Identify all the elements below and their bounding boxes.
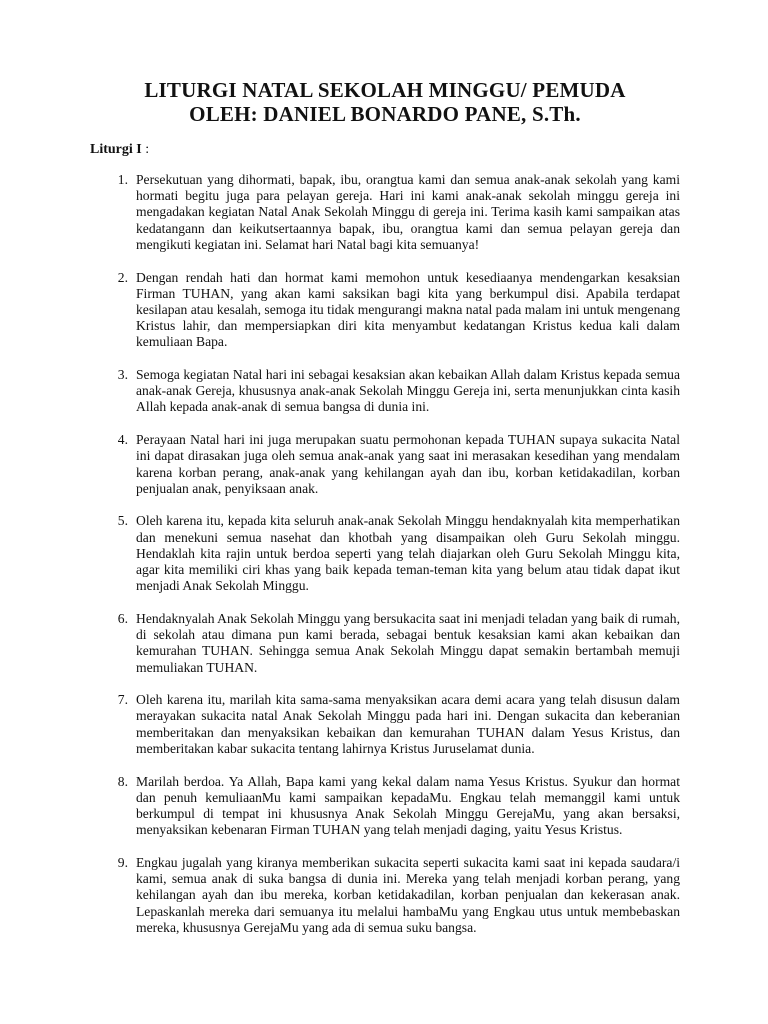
list-item xyxy=(90,692,680,757)
list-item xyxy=(90,367,680,416)
item-text: Perayaan Natal hari ini juga merupakan suatu permohonan kepada TUHAN supaya sukacita Natal ini dapat dirasakan juga oleh semua anak-anak yang saat ini merasakan kesedihan yang mendalam karena korban perang, anak-anak yang kehilangan ayah dan ibu, korban ketidakadilan, korban penjualan anak, penyiksaan anak. xyxy=(136,432,680,496)
list-item xyxy=(90,432,680,497)
list-item xyxy=(90,513,680,594)
liturgy-list xyxy=(90,172,680,936)
list-item xyxy=(90,172,680,253)
item-number: 9. xyxy=(117,854,128,870)
item-text: Engkau jugalah yang kiranya memberikan sukacita seperti sukacita kami saat ini kepada saudara/i kami, semua anak di suka bangsa di dunia ini. Mereka yang telah menjadi korban perang, yang kehilangan ayah dan ibu mereka, korban ketidakadilan, korban penjualan dan kekerasan anak. Lepaskanlah mereka dari semuanya itu melalui hambaMu yang Engkau utus untuk membebaskan mereka, khususnya GerejaMu yang ada di semua suku bangsa. xyxy=(136,854,680,935)
item-number: 2. xyxy=(117,269,128,285)
list-item xyxy=(90,611,680,676)
title-line-2: OLEH: DANIEL BONARDO PANE, S.Th. xyxy=(189,102,581,126)
item-number: 5. xyxy=(117,513,128,529)
section-heading xyxy=(90,142,680,158)
item-number: 3. xyxy=(117,367,128,383)
section-label: Liturgi I xyxy=(90,142,142,157)
item-number: 8. xyxy=(117,773,128,789)
item-text: Persekutuan yang dihormati, bapak, ibu, orangtua kami dan semua anak-anak sekolah yang kami hormati begitu juga para pelayan gereja. Hari ini kami anak-anak sekolah minggu gereja ini mengadakan kegiatan Natal Anak Sekolah Minggu di gereja ini. Terima kasih kami sampaikan atas kedatangann dan keikutsertaannya bapak, ibu, orangtua kami dan semua pelayan gereja dan mengikuti kegiatan ini. Selamat hari Natal bagi kita semuanya! xyxy=(136,172,680,252)
item-number: 4. xyxy=(117,432,128,448)
list-item xyxy=(90,855,680,936)
item-number: 1. xyxy=(117,172,128,187)
item-text: Semoga kegiatan Natal hari ini sebagai kesaksian akan kebaikan Allah dalam Kristus kepada semua anak-anak Gereja, khususnya anak-anak Sekolah Minggu Gereja ini, serta menunjukkan cinta kasih Allah kepada anak-anak di semua bangsa di dunia ini. xyxy=(136,367,680,415)
list-item xyxy=(90,774,680,839)
section-label-suffix: : xyxy=(141,142,150,157)
document-title xyxy=(90,78,680,126)
item-number: 6. xyxy=(117,610,128,626)
item-text: Oleh karena itu, kepada kita seluruh anak-anak Sekolah Minggu hendaknyalah kita memperhatikan dan menekuni semua nasehat dan khotbah yang disampaikan oleh Guru Sekolah minggu. Hendaklah kita rajin untuk berdoa seperti yang telah diajarkan oleh Guru Sekolah Minggu kita, agar kita memiliki ciri khas yang baik kepada teman-teman kita yang belum atau tidak dapat ikut menjadi Anak Sekolah Minggu. xyxy=(136,513,680,594)
item-text: Oleh karena itu, marilah kita sama-sama menyaksikan acara demi acara yang telah disusun dalam merayakan sukacita natal Anak Sekolah Minggu pada hari ini. Dengan sukacita dan keberanian memberitakan dan menyaksikan kebaikan dan kemurahan TUHAN dalam Yesus Kristus, dan memberitakan kabar sukacita tentang lahirnya Kristus Juruselamat dunia. xyxy=(136,692,680,756)
title-line-1: LITURGI NATAL SEKOLAH MINGGU/ PEMUDA xyxy=(144,78,626,102)
list-item xyxy=(90,270,680,351)
item-text: Hendaknyalah Anak Sekolah Minggu yang bersukacita saat ini menjadi teladan yang baik di rumah, di sekolah atau dimana pun kami berada, sebagai bentuk kesaksian kami akan kebaikan dan kemurahan TUHAN. Sehingga semua Anak Sekolah Minggu dapat semakin bertambah memuji memuliakan TUHAN. xyxy=(136,610,680,675)
item-text: Marilah berdoa. Ya Allah, Bapa kami yang kekal dalam nama Yesus Kristus. Syukur dan hormat dan penuh kemuliaanMu kami sampaikan kepadaMu. Engkau telah memanggil kami untuk berkumpul di tempat ini khususnya Anak Sekolah Minggu GerejaMu, yang akan bersaksi, menyaksikan kebenaran Firman TUHAN yang telah menjadi daging, yaitu Yesus Kristus. xyxy=(136,773,680,838)
item-text: Dengan rendah hati dan hormat kami memohon untuk kesediaanya mendengarkan kesaksian Firman TUHAN, yang akan kami saksikan bagi kita yang berkumpul disi. Apabila terdapat kesilapan atau kesalah, semoga itu tidak mengurangi makna natal pada malam ini untuk mengenang Kristus lahir, dan mempersiapkan diri kita menyambut kedatangan Kristus kedua kali dalam kemuliaan Bapa. xyxy=(136,269,680,350)
item-number: 7. xyxy=(117,692,128,708)
